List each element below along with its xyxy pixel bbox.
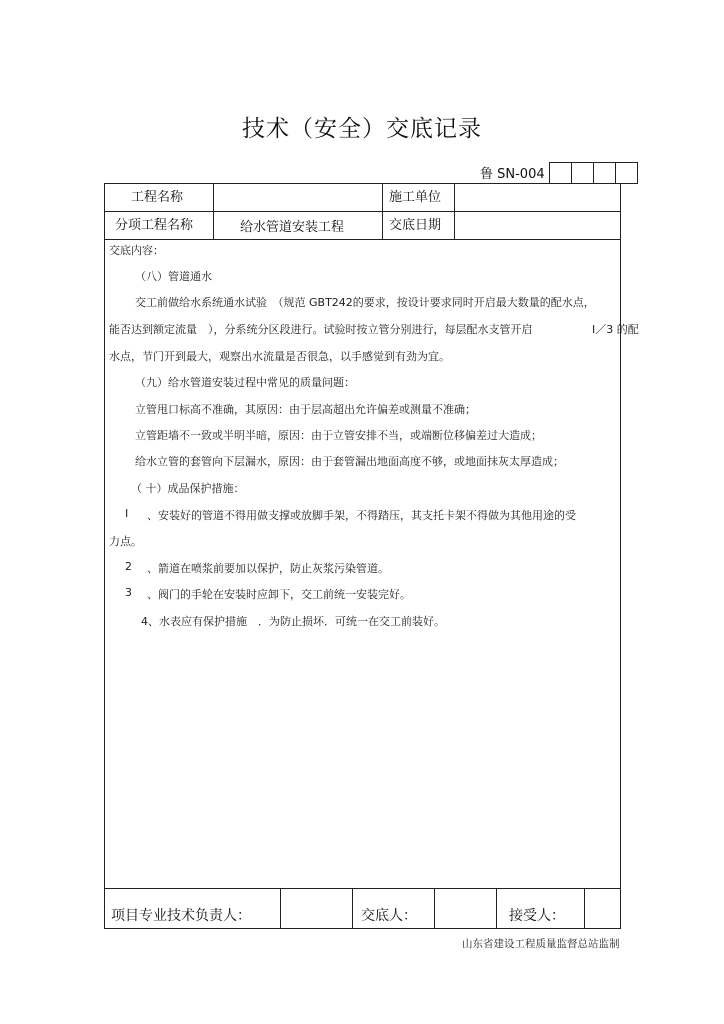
handover-date-label: 交底日期 — [389, 218, 442, 233]
content-line: （九）给水管道安装过程中常见的质量问题： — [135, 376, 355, 389]
form-code — [480, 162, 638, 183]
code-box[interactable] — [549, 162, 572, 184]
content-line: 3 — [125, 586, 132, 599]
content-line: I／3 的配 — [592, 323, 639, 336]
project-name-label: 工程名称 — [131, 190, 184, 205]
tech-lead-label: 项目专业技术负责人： — [111, 908, 251, 924]
receiver-label: 接受人： — [509, 908, 565, 924]
row-divider — [105, 239, 620, 240]
form-code-boxes — [549, 162, 638, 183]
content-line: 交工前做给水系统通水试验 （规范 GBT242的要求，按设计要求同时开启最大数量的配水点， — [135, 296, 595, 309]
document-title: 技术（安全）交底记录 — [242, 116, 482, 142]
content-line: 给水立管的套管向下层漏水，原因：由于套管漏出地面高度不够，或地面抹灰太厚造成； — [135, 455, 564, 468]
col-divider — [434, 888, 435, 929]
code-box[interactable] — [594, 162, 616, 184]
content-heading: 交底内容： — [109, 244, 164, 257]
content-line: I — [125, 507, 129, 520]
sub-project-field[interactable]: 给水管道安装工程 — [240, 220, 345, 235]
issuer-note: 山东省建设工程质量监督总站监制 — [462, 938, 620, 950]
col-divider — [584, 888, 585, 929]
content-line: 水点，节门开到最大，观察出水流量是否很急，以手感觉到有劲为宜。 — [109, 350, 450, 363]
col-divider — [280, 888, 281, 929]
code-box[interactable] — [616, 162, 638, 184]
content-line: 、阀门的手轮在安装时应卸下，交工前统一安装完好。 — [147, 588, 411, 601]
content-line: 4、水表应有保护措施 ．为防止损坏．可统一在交工前装好。 — [141, 615, 445, 628]
form-code-label: 鲁 SN-004 — [480, 167, 545, 182]
content-line: 立管距墙不一致或半明半暗，原因：由于立管安排不当，或端断位移偏差过大造成； — [135, 429, 542, 442]
receiver-signature-field[interactable] — [589, 900, 617, 922]
construction-unit-label: 施工单位 — [389, 190, 442, 205]
sub-project-label: 分项工程名称 — [115, 218, 194, 233]
content-line: （八）管道通水 — [135, 270, 212, 283]
content-line: 2 — [125, 560, 132, 573]
content-line: 、安装好的管道不得用做支撑或放脚手架，不得踏压，其支托卡架不得做为其他用途的受 — [147, 509, 576, 522]
content-line: （ 十）成品保护措施： — [131, 482, 245, 495]
col-divider — [454, 184, 455, 239]
col-divider — [352, 888, 353, 929]
discloser-label: 交底人： — [361, 908, 417, 924]
tech-lead-signature-field[interactable] — [285, 900, 347, 922]
content-line: 立管甩口标高不准确，其原因：由于层高超出允许偏差或测量不准确； — [135, 403, 476, 416]
discloser-signature-field[interactable] — [439, 900, 491, 922]
col-divider — [213, 184, 214, 239]
col-divider — [382, 184, 383, 239]
col-divider — [496, 888, 497, 929]
content-line: 、箭道在喷浆前要加以保护，防止灰浆污染管道。 — [147, 562, 389, 575]
footer-divider — [105, 888, 620, 889]
content-line: 力点。 — [109, 535, 142, 548]
disclosure-form — [104, 183, 639, 929]
row-divider — [105, 211, 620, 212]
content-line: 能否达到额定流量 ），分系统分区段进行。试验时按立管分别进行，每层配水支管开启 — [109, 323, 533, 336]
code-box[interactable] — [572, 162, 594, 184]
